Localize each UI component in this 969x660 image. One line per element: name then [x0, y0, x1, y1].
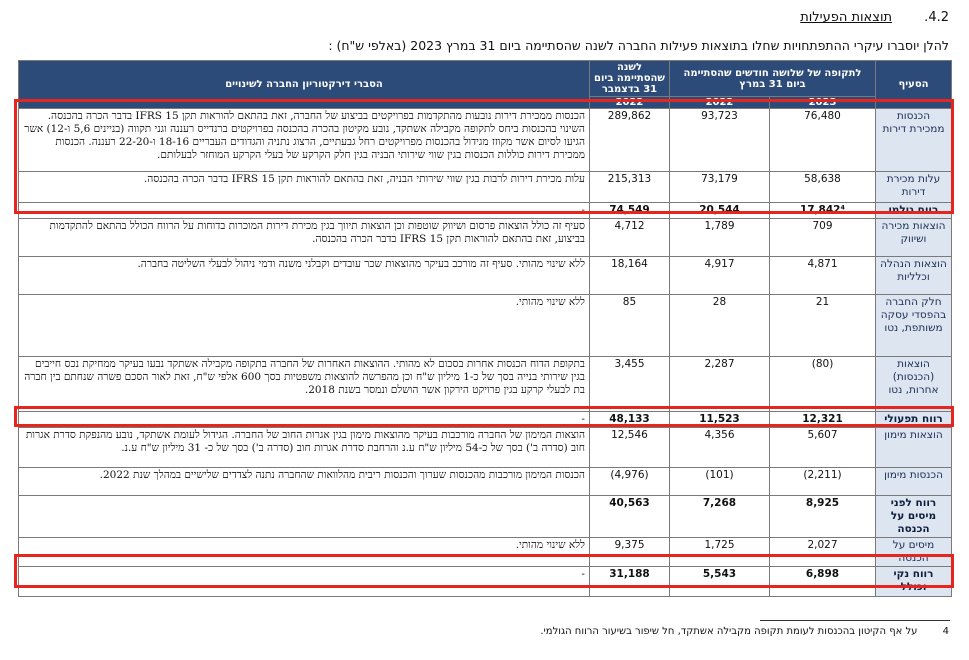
cell-explanation: ללא שינוי מהותי.: [19, 538, 590, 567]
header-2022-annual: 2022: [589, 97, 669, 109]
row-item-label: רווח נקי וכולל: [876, 567, 952, 597]
table-row: [19, 538, 952, 567]
cell-explanation: בתקופת הדוח הכנסות אחרות בסכום לא מהותי. ההוצאות האחרות של החברה בתקופה מקבילה אשתקד נבעו בעיקר ממחיקת נכס חייבים בגין שירותי בנייה בסך של כ-1 מיליון ש"ח וכן מהפרשה להוצאות משפטיות בסך 600 אלפי ש"ח, זאת לאור הסכם פשרה שנחתם בין חברה בת לבעלי קרקע בגין פרויקט הירקון אשר הושלם ונמסר בשנת 2018.: [19, 357, 590, 412]
cell-q2023: (2,211): [770, 468, 876, 496]
section-number: 4.2.: [924, 10, 949, 25]
cell-explanation: ללא שינוי מהותי. סעיף זה מורכב בעיקר מהוצאות שכר עובדים וקבלני משנה ודמי ניהול לבעלי השליטה בחברה.: [19, 257, 590, 295]
cell-q2022: (101): [669, 468, 769, 496]
table-row: [19, 428, 952, 468]
cell-q2023: 76,480: [770, 109, 876, 172]
cell-fy2022: 215,313: [589, 172, 669, 203]
row-item-label: הוצאות הנהלה וכלליות: [876, 257, 952, 295]
footnote-number: 4: [942, 626, 949, 637]
cell-q2022: 5,543: [669, 567, 769, 597]
table-row: [19, 468, 952, 496]
cell-fy2022: 3,455: [589, 357, 669, 412]
cell-explanation: הוצאות המימון של החברה מורכבות בעיקר מהוצאות מימון בגין אגרות החוב של החברה. הגידול לעומת אשתקד, נובע מהנפקת סדרת אגרות חוב (סדרה ב') בסך של כ-54 מיליון ש"ח ע.נ והרחבת סדרת אגרות חוב (סדרה ב') בסך של כ- 31 מיליון ש"ח ע.נ.: [19, 428, 590, 468]
cell-fy2022: 18,164: [589, 257, 669, 295]
section-title: תוצאות הפעילות: [800, 10, 893, 25]
cell-q2023: 17,842⁴: [770, 203, 876, 219]
cell-q2022: 1,789: [669, 219, 769, 257]
cell-q2023: 8,925: [770, 496, 876, 538]
cell-fy2022: 31,188: [589, 567, 669, 597]
cell-fy2022: 74,549: [589, 203, 669, 219]
header-item: הסעיף: [876, 61, 952, 109]
table-row: [19, 412, 952, 428]
cell-q2022: 2,287: [669, 357, 769, 412]
row-item-label: מיסים על הכנסה: [876, 538, 952, 567]
cell-fy2022: 289,862: [589, 109, 669, 172]
cell-explanation: הכנסות ממכירת דירות נובעות מהתקדמות בפרויקטים בביצוע של החברה, זאת בהתאם להוראות תקן IFRS 15 בדבר הכרה בהכנסה. השינוי בהכנסות ביחס לתקופה מקבילה אשתקד, נובע מקיטון בהכרה בהכנסה בפרויקטים ברנדייס רעננה וגני תקווה (בניינים 5,6 ו-12) אשר הגיעו לסיום אשר מקוזז מגידול בהכנסות מפרויקטים רחל גבעתיים, הרצוג נתניה והגדודים העבריים 18-16 ו-22-20 רעננה. הכנסות ממכירת דירות כוללות הכנסות בגין שווי שירותי הבניה בגין חלק הקרקע של בעלי הקרקע המוחזר לבעלותם.: [19, 109, 590, 172]
table-row: [19, 219, 952, 257]
footnote-separator: [760, 620, 950, 621]
footnote: [540, 626, 949, 637]
cell-explanation: -: [19, 567, 590, 597]
cell-q2022: 73,179: [669, 172, 769, 203]
row-item-label: הכנסות מימון: [876, 468, 952, 496]
cell-explanation: עלות מכירת דירות לרבות בגין שווי שירותי הבניה, זאת בהתאם להוראות תקן IFRS 15 בדבר הכרה בהכנסה.: [19, 172, 590, 203]
cell-explanation: ללא שינוי מהותי.: [19, 295, 590, 357]
footnote-text: על אף הקיטון בהכנסות לעומת תקופה מקבילה אשתקד, חל שיפור בשיעור הרווח הגולמי.: [540, 626, 918, 637]
cell-q2022: 93,723: [669, 109, 769, 172]
row-item-label: עלות מכירת דירות: [876, 172, 952, 203]
header-2023: 2023: [770, 97, 876, 109]
cell-explanation: -: [19, 412, 590, 428]
cell-q2022: 7,268: [669, 496, 769, 538]
row-item-label: הוצאות (הכנסות) אחרות, נטו: [876, 357, 952, 412]
cell-q2022: 11,523: [669, 412, 769, 428]
cell-fy2022: 9,375: [589, 538, 669, 567]
table-row: [19, 295, 952, 357]
cell-fy2022: (4,976): [589, 468, 669, 496]
table-row: [19, 172, 952, 203]
header-year-ended: לשנה שהסתיימה ביום 31 בדצמבר: [589, 61, 669, 97]
cell-explanation: -: [19, 203, 590, 219]
row-item-label: הוצאות מכירה ושיווק: [876, 219, 952, 257]
cell-q2023: 2,027: [770, 538, 876, 567]
cell-q2022: 4,356: [669, 428, 769, 468]
header-three-months: לתקופה של שלושה חודשים שהסתיימה ביום 31 במרץ: [669, 61, 875, 97]
row-item-label: הוצאות מימון: [876, 428, 952, 468]
section-heading: [800, 10, 949, 25]
intro-paragraph: להלן יוסברו עיקרי ההתפתחויות שחלו בתוצאות פעילות החברה לשנה שהסתיימה ביום 31 במרץ 2023 (באלפי ש"ח) :: [328, 38, 949, 53]
table-row: [19, 496, 952, 538]
table-row: [19, 109, 952, 172]
cell-q2022: 28: [669, 295, 769, 357]
cell-fy2022: 85: [589, 295, 669, 357]
row-item-label: רווח לפני מיסים על הכנסה: [876, 496, 952, 538]
cell-q2023: (80): [770, 357, 876, 412]
cell-q2023: 12,321: [770, 412, 876, 428]
cell-explanation: [19, 496, 590, 538]
results-table: [18, 60, 952, 597]
cell-q2022: 20,544: [669, 203, 769, 219]
row-item-label: רווח גולמי: [876, 203, 952, 219]
cell-q2023: 21: [770, 295, 876, 357]
row-item-label: רווח תפעולי: [876, 412, 952, 428]
header-explanations: הסברי דירקטוריון החברה לשינויים: [19, 61, 590, 109]
cell-q2022: 4,917: [669, 257, 769, 295]
table-row: [19, 357, 952, 412]
cell-q2023: 4,871: [770, 257, 876, 295]
cell-q2022: 1,725: [669, 538, 769, 567]
row-item-label: הכנסות ממכירת דירות: [876, 109, 952, 172]
table-row: [19, 257, 952, 295]
cell-fy2022: 4,712: [589, 219, 669, 257]
cell-fy2022: 12,546: [589, 428, 669, 468]
cell-fy2022: 40,563: [589, 496, 669, 538]
cell-q2023: 5,607: [770, 428, 876, 468]
cell-fy2022: 48,133: [589, 412, 669, 428]
table-row: [19, 203, 952, 219]
row-item-label: חלק החברה בהפסדי עסקה משותפת, נטו: [876, 295, 952, 357]
cell-q2023: 6,898: [770, 567, 876, 597]
cell-q2023: 709: [770, 219, 876, 257]
table-row: [19, 567, 952, 597]
cell-q2023: 58,638: [770, 172, 876, 203]
header-2022: 2022: [669, 97, 769, 109]
cell-explanation: סעיף זה כולל הוצאות פרסום ושיווק שוטפות וכן הוצאות תיווך בגין מכירת דירות המוכרות בדוחות על הרווח הכולל בהתאם להתקדמות בביצוע, זאת בהתאם להוראות תקן IFRS 15 בדבר הכרה בהכנסה.: [19, 219, 590, 257]
cell-explanation: הכנסות המימון מורכבות מהכנסות שערוך והכנסות ריבית מהלוואות שהחברה נתנה לצדדים שלישיים במהלך שנת 2022.: [19, 468, 590, 496]
